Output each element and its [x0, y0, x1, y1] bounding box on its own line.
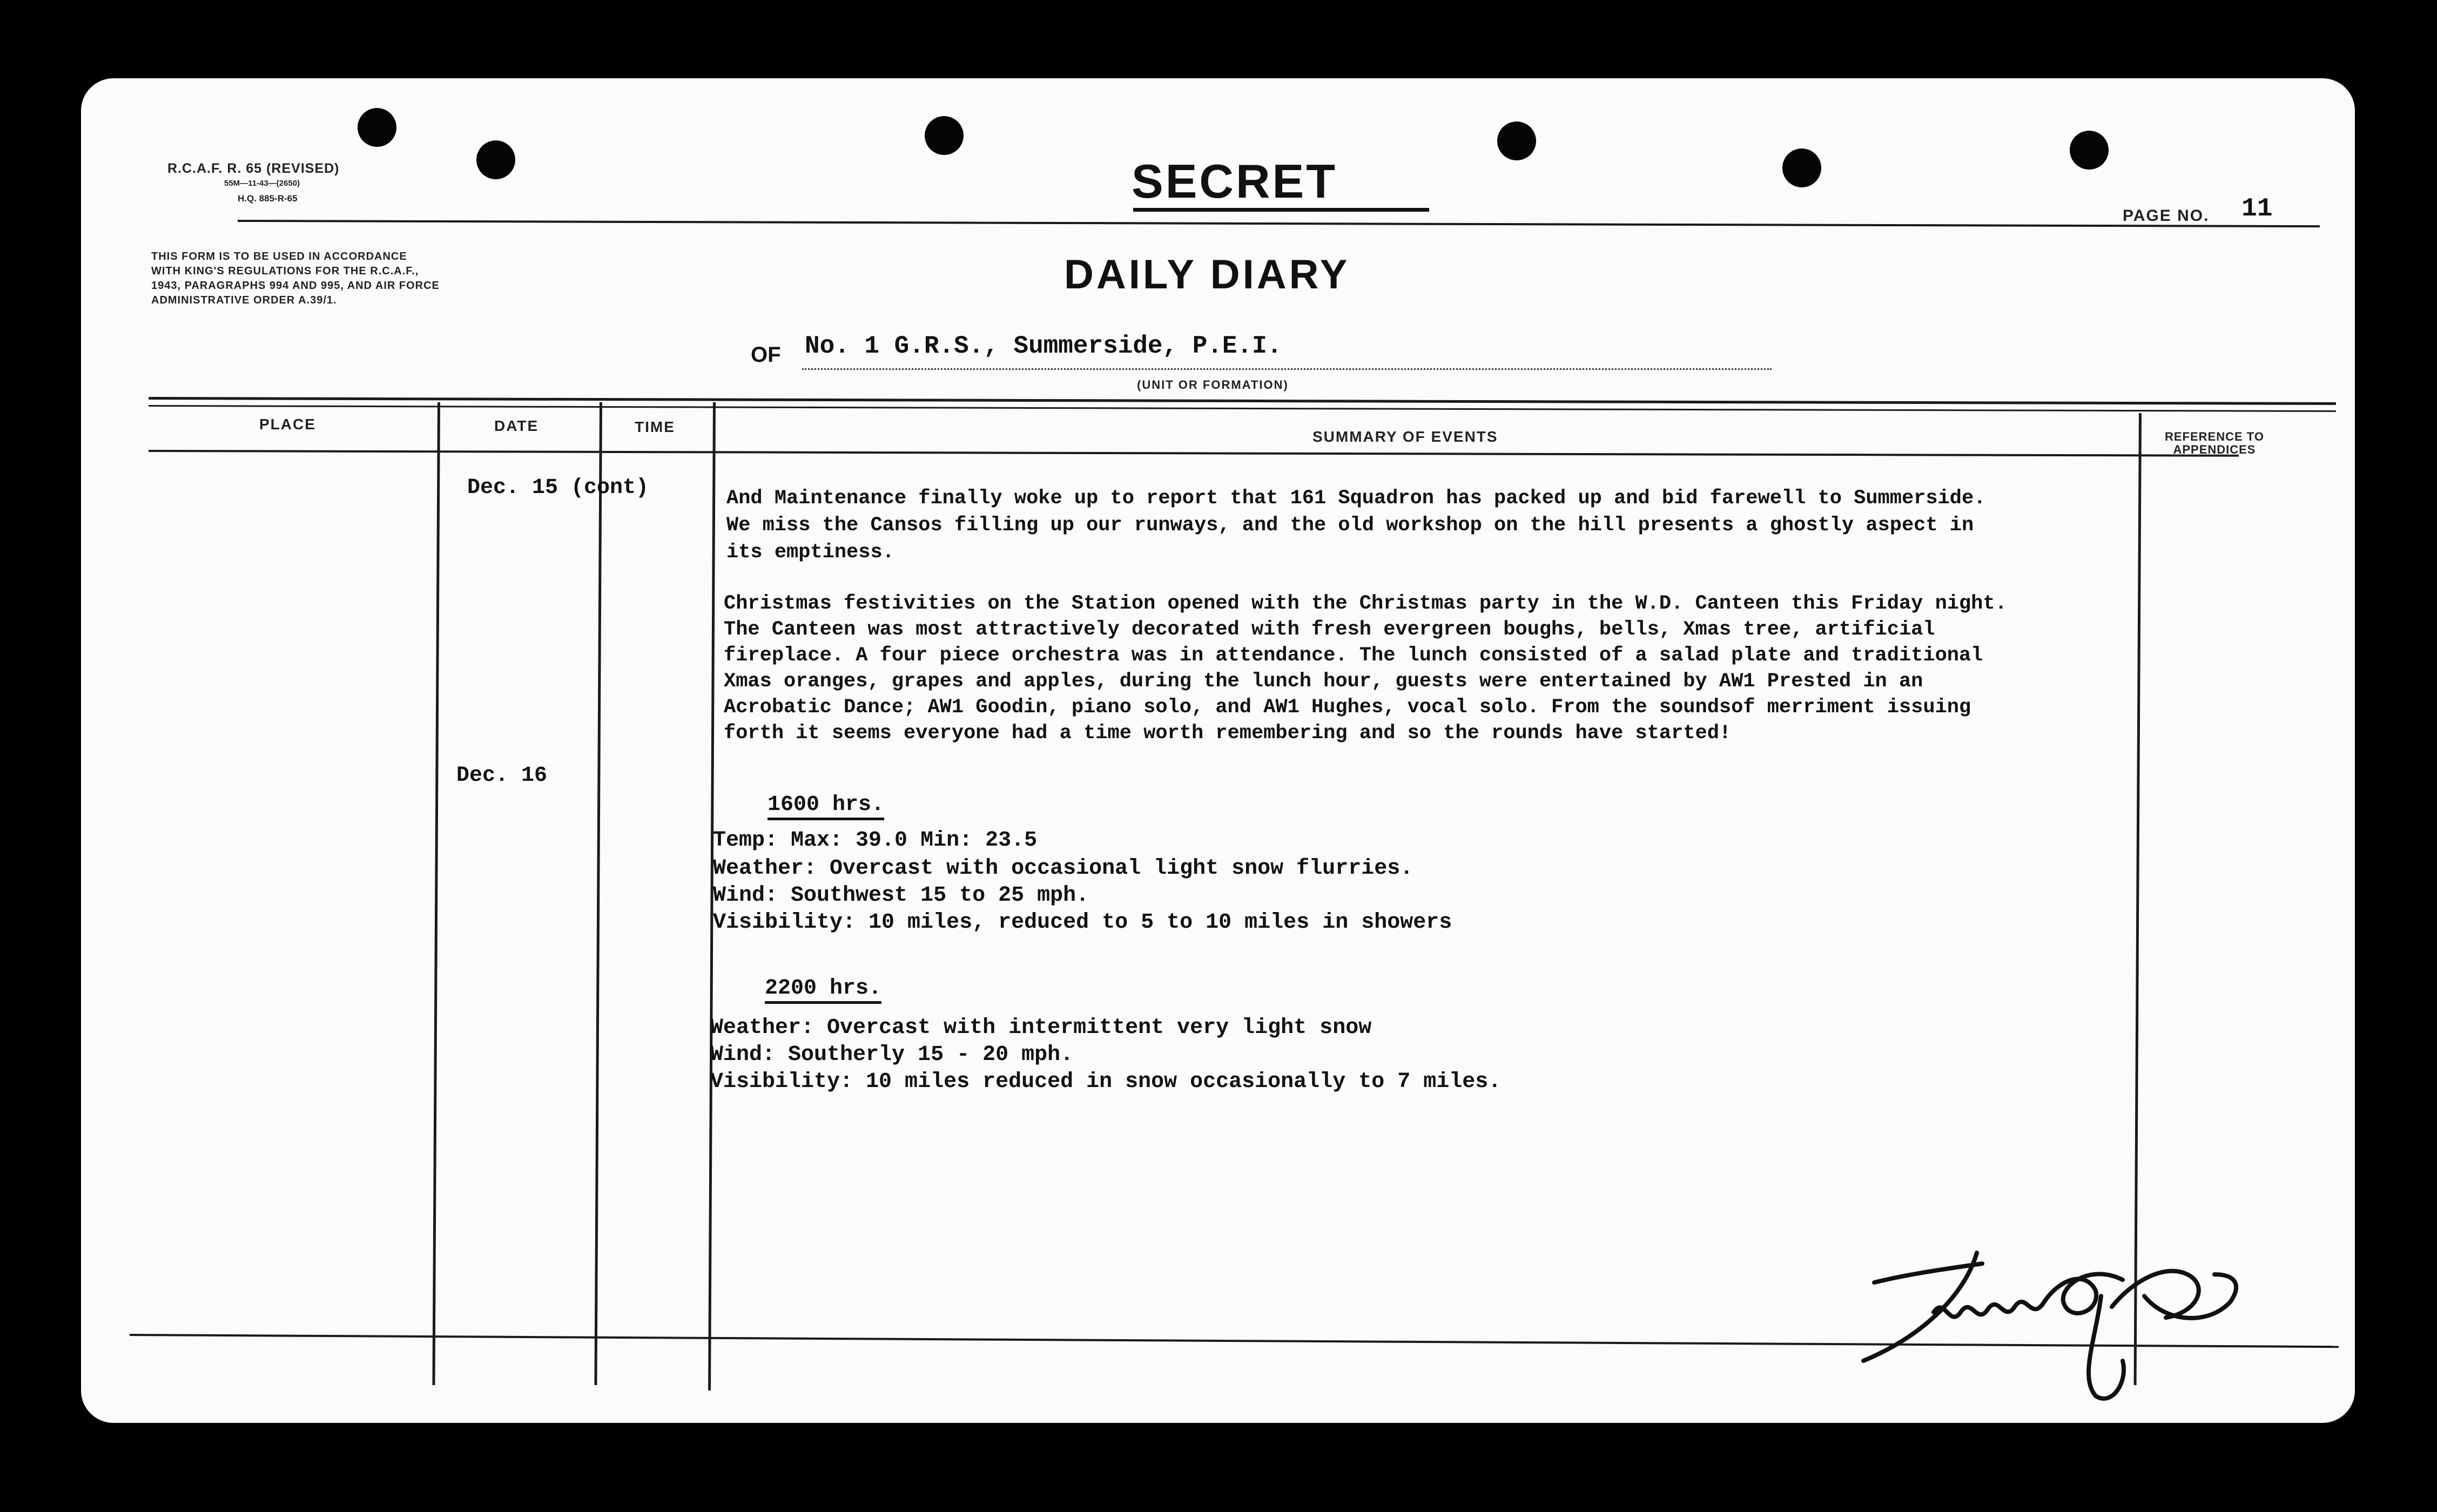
summary-line: forth it seems everyone had a time worth remembering and so the rounds have started!: [724, 722, 1732, 745]
observation-heading-text: 1600 hrs.: [768, 792, 884, 820]
punch-hole: [925, 116, 964, 155]
punch-hole: [1782, 148, 1821, 187]
unit-prefix: OF: [751, 343, 781, 367]
reference-header-line: APPENDICES: [2173, 443, 2256, 456]
table-top-rule: [149, 397, 2336, 405]
summary-line: Acrobatic Dance; AW1 Goodin, piano solo, and AW1 Hughes, vocal solo. From the soundsof merriment issuing: [724, 696, 1971, 719]
classification-underline: [1133, 208, 1429, 212]
summary-line: And Maintenance finally woke up to report that 161 Squadron has packed up and bid farewell to Summerside.: [726, 487, 1986, 510]
page-title: DAILY DIARY: [1064, 252, 1350, 298]
entry-date: Dec. 15 (cont): [467, 476, 649, 500]
form-print-line: 55M—11-43—(2650): [224, 179, 300, 188]
form-code: R.C.A.F. R. 65 (REVISED): [167, 161, 340, 176]
observation-line: Visibility: 10 miles, reduced to 5 to 10 miles in showers: [713, 910, 1452, 935]
summary-line: fireplace. A four piece orchestra was in attendance. The lunch consisted of a salad plate and traditional: [724, 644, 1983, 667]
summary-line: Xmas oranges, grapes and apples, during the lunch hour, guests were entertained by AW1 Prested in an: [724, 670, 1923, 693]
col-divider-date-time: [594, 402, 602, 1385]
summary-line: We miss the Cansos filling up our runways, and the old workshop on the hill presents a ghostly aspect in: [726, 514, 1974, 537]
table-top-rule-inner: [149, 405, 2336, 412]
usage-note-line: 1943, PARAGRAPHS 994 AND 995, AND AIR FORCE: [151, 280, 440, 292]
usage-note-line: THIS FORM IS TO BE USED IN ACCORDANCE: [151, 251, 407, 262]
header-bottom-rule: [149, 450, 2239, 457]
summary-line: its emptiness.: [726, 541, 894, 564]
diary-form-card: [81, 78, 2355, 1423]
signature: [1842, 1231, 2274, 1409]
header-rule: [238, 220, 2320, 227]
column-header-time: TIME: [635, 418, 675, 435]
unit-dotted-line: [802, 368, 1772, 370]
observation-line: Temp: Max: 39.0 Min: 23.5: [713, 828, 1038, 853]
unit-name: No. 1 G.R.S., Summerside, P.E.I.: [805, 332, 1282, 360]
observation-line: Wind: Southwest 15 to 25 mph.: [713, 883, 1089, 908]
summary-line: The Canteen was most attractively decorated with fresh evergreen boughs, bells, Xmas tree, artificial: [724, 618, 1935, 641]
column-header-reference: [2165, 430, 2264, 456]
summary-line: Christmas festivities on the Station opened with the Christmas party in the W.D. Canteen this Friday night.: [724, 592, 2007, 615]
column-header-date: DATE: [494, 417, 539, 434]
page-number-label: PAGE NO.: [2123, 207, 2210, 225]
classification-label: SECRET: [1132, 154, 1337, 208]
page-number: 11: [2241, 194, 2273, 224]
observation-line: Weather: Overcast with intermittent very light snow: [710, 1016, 1372, 1040]
entry-date: Dec. 16: [456, 764, 548, 788]
column-header-summary: SUMMARY OF EVENTS: [1312, 428, 1498, 445]
col-divider-place-date: [432, 402, 440, 1385]
punch-hole: [1497, 122, 1536, 160]
punch-hole: [476, 140, 515, 179]
observation-line: Weather: Overcast with occasional light snow flurries.: [713, 856, 1413, 881]
usage-note-line: WITH KING'S REGULATIONS FOR THE R.C.A.F.,: [151, 265, 419, 277]
observation-line: Visibility: 10 miles reduced in snow occasionally to 7 miles.: [710, 1070, 1502, 1094]
punch-hole: [358, 108, 396, 147]
reference-header-line: REFERENCE TO: [2165, 430, 2264, 443]
punch-hole: [2070, 131, 2109, 170]
usage-note-line: ADMINISTRATIVE ORDER A.39/1.: [151, 294, 337, 306]
observation-line: Wind: Southerly 15 - 20 mph.: [710, 1043, 1074, 1067]
column-header-place: PLACE: [259, 416, 316, 433]
observation-heading-text: 2200 hrs.: [765, 976, 881, 1004]
unit-caption: (UNIT OR FORMATION): [1137, 378, 1289, 392]
form-hq-ref: H.Q. 885-R-65: [238, 193, 298, 204]
